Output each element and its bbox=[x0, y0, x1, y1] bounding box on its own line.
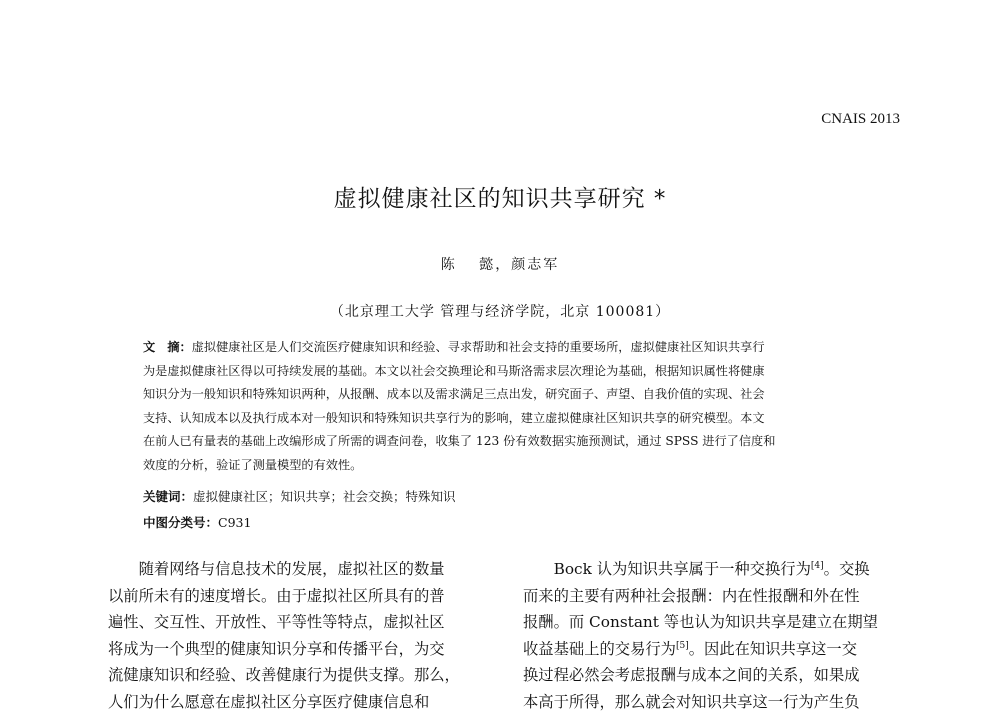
body-right-line: 而来的主要有两种社会报酬：内在性报酬和外在性 bbox=[523, 583, 913, 610]
body-right-line: 本高于所得，那么就会对知识共享这一行为产生负 bbox=[523, 689, 913, 715]
abstract-line-3: 知识分为一般知识和特殊知识两种，从报酬、成本以及需求满足三点出发，研究面子、声望、自我价值的实现、社会 bbox=[143, 383, 878, 407]
keywords-label: 关键词： bbox=[143, 489, 193, 504]
body-right-line: 报酬。而 Constant 等也认为知识共享是建立在期望 bbox=[523, 609, 913, 636]
body-right-line bbox=[523, 556, 913, 583]
paper-title: 虚拟健康社区的知识共享研究 * bbox=[0, 180, 1000, 213]
body-right-text: 。交换 bbox=[824, 560, 870, 578]
abstract-line-6: 效度的分析，验证了测量模型的有效性。 bbox=[143, 454, 878, 478]
body-left-line: 遍性、交互性、开放性、平等性等特点，虚拟社区 bbox=[108, 609, 498, 636]
citation-ref: [4] bbox=[811, 561, 824, 571]
keywords-value: 虚拟健康社区；知识共享；社会交换；特殊知识 bbox=[193, 489, 456, 504]
classification-label: 中图分类号： bbox=[143, 515, 218, 530]
body-right-text: 。因此在知识共享这一交 bbox=[689, 640, 857, 658]
body-right-line: 换过程必然会考虑报酬与成本之间的关系，如果成 bbox=[523, 662, 913, 689]
abstract-line-4: 支持、认知成本以及执行成本对一般知识和特殊知识共享行为的影响，建立虚拟健康社区知识共享的研究模型。本文 bbox=[143, 407, 878, 431]
body-column-right bbox=[523, 556, 913, 715]
abstract-line-5: 在前人已有量表的基础上改编形成了所需的调查问卷，收集了 123 份有效数据实施预测试，通过 SPSS 进行了信度和 bbox=[143, 430, 878, 454]
body-column-left bbox=[108, 556, 498, 715]
body-left-line: 流健康知识和经验、改善健康行为提供支撑。那么， bbox=[108, 662, 498, 689]
citation-ref: [5] bbox=[676, 640, 689, 650]
body-left-line: 人们为什么愿意在虚拟社区分享医疗健康信息和 bbox=[108, 689, 498, 715]
affiliation: （北京理工大学 管理与经济学院，北京 100081） bbox=[0, 301, 1000, 321]
abstract bbox=[143, 336, 878, 477]
body-right-line bbox=[523, 636, 913, 663]
body-right-text: Bock 认为知识共享属于一种交换行为 bbox=[523, 560, 811, 578]
abstract-line-1 bbox=[143, 336, 878, 360]
body-left-line: 将成为一个典型的健康知识分享和传播平台，为交 bbox=[108, 636, 498, 663]
abstract-label: 文 摘： bbox=[143, 340, 192, 354]
body-left-line: 以前所未有的速度增长。由于虚拟社区所具有的普 bbox=[108, 583, 498, 610]
journal-header: CNAIS 2013 bbox=[821, 111, 900, 128]
body-right-text: 收益基础上的交易行为 bbox=[523, 640, 676, 658]
authors: 陈 懿，颜志军 bbox=[0, 254, 1000, 274]
classification bbox=[143, 513, 251, 531]
body-left-line: 随着网络与信息技术的发展，虚拟社区的数量 bbox=[108, 556, 498, 583]
keywords bbox=[143, 487, 456, 505]
classification-value: C931 bbox=[218, 515, 251, 530]
abstract-text: 虚拟健康社区是人们交流医疗健康知识和经验、寻求帮助和社会支持的重要场所，虚拟健康社区知识共享行 bbox=[192, 340, 765, 354]
abstract-line-2: 为是虚拟健康社区得以可持续发展的基础。本文以社会交换理论和马斯洛需求层次理论为基础，根据知识属性将健康 bbox=[143, 360, 878, 384]
